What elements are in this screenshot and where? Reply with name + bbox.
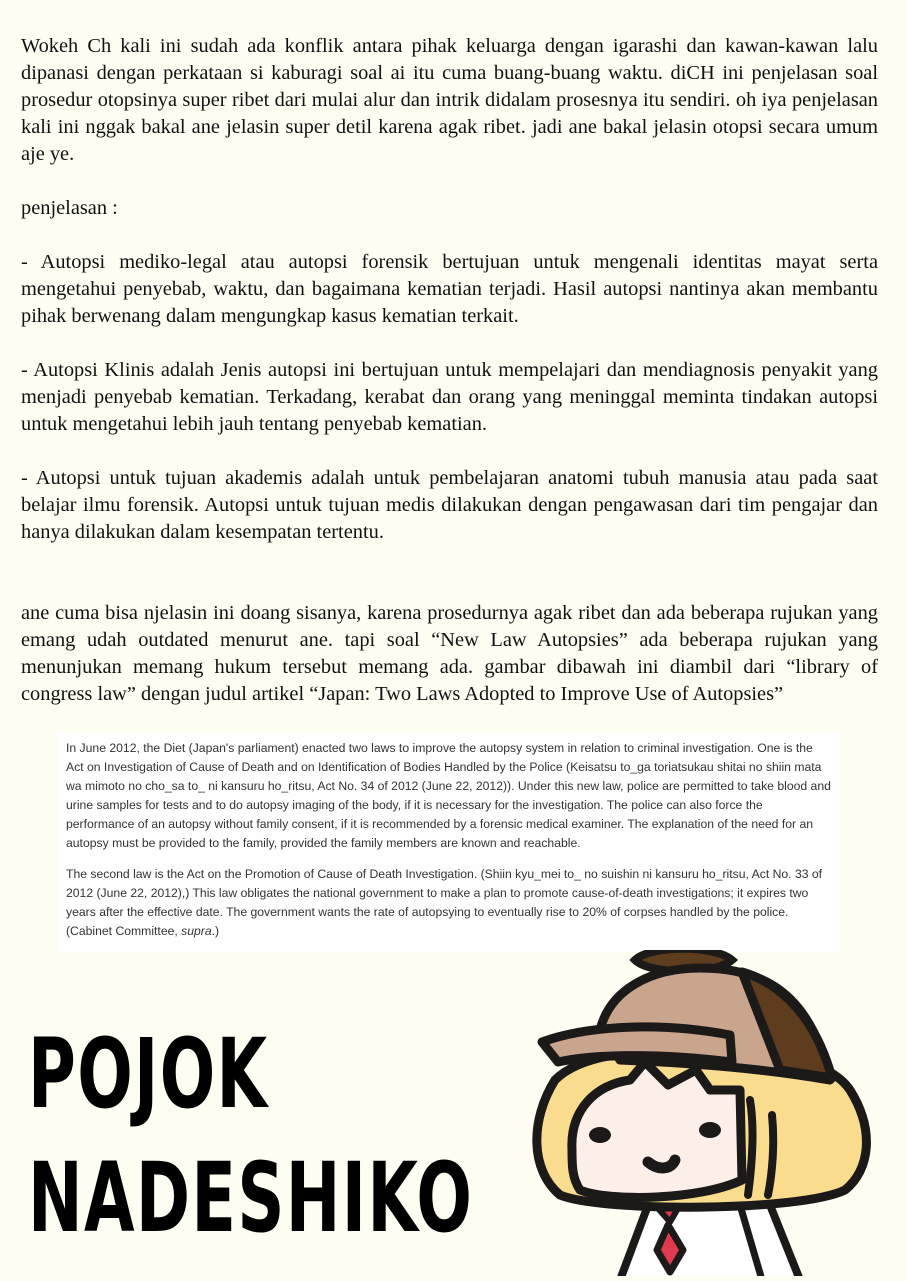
excerpt-paragraph-first-law: In June 2012, the Diet (Japan's parliament) enacted two laws to improve the autopsy system in relation to criminal investigation. One is the Act on Investigation of Cause of Death and on Identification of Bodies Handled by the Police (Keisatsu to_ga toriatsukau shitai no shiin mata wa mimoto no cho_sa to_ ni kansuru ho_ritsu, Act No. 34 of 2012 (June 22, 2012)). Under this new law, police are permitted to take blood and urine samples for tests and to do autopsy imaging of the body, if it is necessary for the investigation. The police can also force the performance of an autopsy without family consent, if it is recommended by a forensic medical examiner. The explanation of the need for an autopsy must be provided to the family, provided the family members are known and reachable. xyxy=(66,741,831,850)
outro-paragraph: ane cuma bisa njelasin ini doang sisanya, karena prosedurnya agak ribet dan ada beberapa rujukan yang emang udah outdated menurut ane. tapi soal “New Law Autopsies” ada beberapa rujukan yang menunjukan memang hukum tersebut memang ada. gambar dibawah ini diambil dari “library of congress law” dengan judul artikel “Japan: Two Laws Adopted to Improve Use of Autopsies” xyxy=(21,602,878,705)
brand-title-line2: NADESHIKO xyxy=(28,1142,474,1254)
excerpt-second-law-end: .) xyxy=(211,924,220,938)
intro-paragraph: Wokeh Ch kali ini sudah ada konflik antara pihak keluarga dengan igarashi dan kawan-kawan lalu dipanasi dengan perkataan si kaburagi soal ai itu cuma buang-buang waktu. diCH ini penjelasan soal prosedur otopsinya super ribet dari mulai alur dan intrik didalam prosesnya itu sendiri. oh iya penjelasan kali ini nggak bakal ane jelasin super detil karena agak ribet. jadi ane bakal jelasin otopsi secara umum aje ye. xyxy=(21,35,878,165)
detective-chibi-icon xyxy=(500,950,907,1276)
law-article-excerpt xyxy=(58,733,840,952)
brand-title xyxy=(28,1012,473,1260)
bullet-clinical-autopsy: - Autopsi Klinis adalah Jenis autopsi ini bertujuan untuk mempelajari dan mendiagnosis penyakit yang menjadi penyebab kematian. Terkadang, kerabat dan orang yang meninggal meminta tindakan autopsi untuk mengetahui lebih jauh tentang penyebab kematian. xyxy=(21,359,878,435)
bullet-medicolegal-autopsy: - Autopsi mediko-legal atau autopsi forensik bertujuan untuk mengenali identitas mayat serta mengetahui penyebab, waktu, dan bagaimana kematian terjadi. Hasil autopsi nantinya akan membantu pihak berwenang dalam mengungkap kasus kematian terkait. xyxy=(21,251,878,327)
excerpt-second-law-text: The second law is the Act on the Promotion of Cause of Death Investigation. (Shiin kyu_mei to_ no suishin ni kansuru ho_ritsu, Act No. 33 of 2012 (June 22, 2012),) This law obligates the national government to make a plan to promote cause-of-death investigations; it expires two years after the effective date. The government wants the rate of autopsying to eventually rise to 20% of corpses handled by the police. (Cabinet Committee, xyxy=(66,867,823,938)
article-body xyxy=(21,33,878,708)
excerpt-supra-italic: supra xyxy=(181,924,212,938)
excerpt-paragraph-second-law xyxy=(66,865,832,941)
brand-title-line1: POJOK xyxy=(28,1018,269,1130)
mascot-illustration xyxy=(500,950,907,1276)
explanation-label: penjelasan : xyxy=(21,197,118,219)
bullet-academic-autopsy: - Autopsi untuk tujuan akademis adalah untuk pembelajaran anatomi tubuh manusia atau pada saat belajar ilmu forensik. Autopsi untuk tujuan medis dilakukan dengan pengawasan dari tim pengajar dan hanya dilakukan dalam kesempatan tertentu. xyxy=(21,467,878,543)
